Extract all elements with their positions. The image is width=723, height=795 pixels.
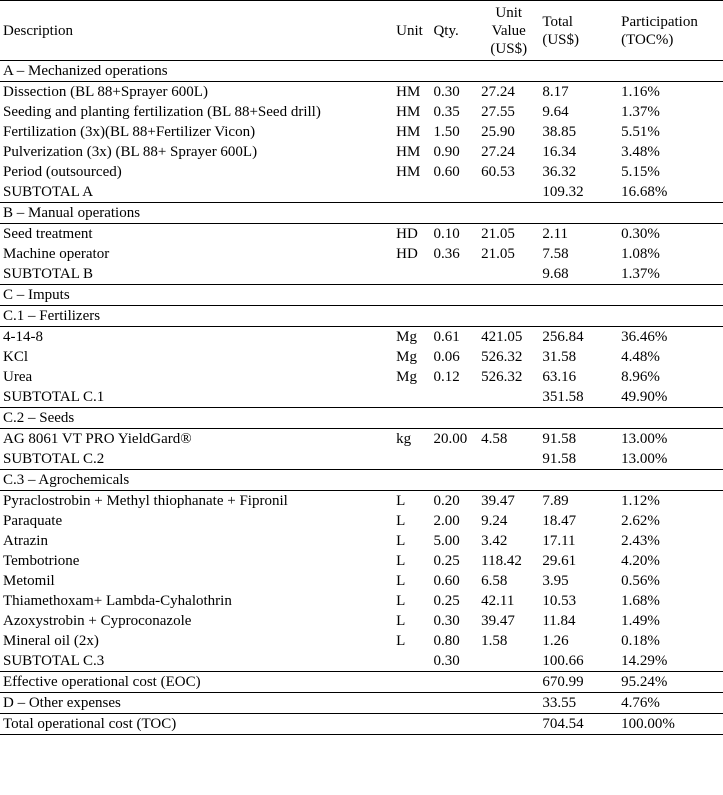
cell-qty: 0.60 <box>433 164 460 180</box>
cell-total: 18.47 <box>542 513 577 529</box>
header-unit: Unit <box>396 22 423 39</box>
cell-unit-value: 60.53 <box>481 164 515 180</box>
cell-total: 11.84 <box>542 613 576 629</box>
cell-unit: L <box>396 613 406 629</box>
cell-total: 8.17 <box>542 84 569 100</box>
table-row <box>0 122 723 142</box>
table-row <box>0 631 723 651</box>
table-row <box>0 571 723 591</box>
section-header-row <box>0 203 723 224</box>
cell-participation: 1.16% <box>621 84 660 100</box>
table-row <box>0 387 723 408</box>
cell-participation: 4.76% <box>621 695 660 711</box>
table-row <box>0 531 723 551</box>
total-row <box>0 714 723 735</box>
cell-participation: 2.43% <box>621 533 660 549</box>
table-header-row <box>0 1 723 61</box>
cell-participation: 13.00% <box>621 451 668 467</box>
header-qty: Qty. <box>433 22 459 39</box>
cell-participation: 0.56% <box>621 573 660 589</box>
table-row <box>0 224 723 245</box>
cell-description: SUBTOTAL C.1 <box>3 389 105 405</box>
section-header-row <box>0 306 723 327</box>
cell-qty: 5.00 <box>433 533 460 549</box>
cell-unit-value: 27.24 <box>481 144 515 160</box>
cell-unit: Mg <box>396 349 417 365</box>
cell-total: 3.95 <box>542 573 569 589</box>
cell-participation: 0.18% <box>621 633 660 649</box>
cell-unit-value: 526.32 <box>481 349 523 365</box>
cell-unit: L <box>396 553 406 569</box>
cell-unit: L <box>396 493 406 509</box>
cell-qty <box>430 449 478 470</box>
cell-total: 31.58 <box>542 349 577 365</box>
cell-unit-value: 27.24 <box>481 84 515 100</box>
cell-unit-value <box>478 651 539 672</box>
cell-description: Seed treatment <box>3 226 93 242</box>
cell-unit: Mg <box>396 329 417 345</box>
table-row <box>0 511 723 531</box>
cell-unit: Mg <box>396 369 417 385</box>
header-participation <box>618 1 723 61</box>
cell-unit: HM <box>396 104 421 120</box>
header-unit-value-line3: (US$) <box>490 40 528 57</box>
cell-qty: 0.36 <box>433 246 460 262</box>
cell-participation: 13.00% <box>621 431 668 447</box>
cell-description: Pulverization (3x) (BL 88+ Sprayer 600L) <box>3 144 258 160</box>
cell-unit <box>393 672 430 693</box>
header-unit-value-line2: Value <box>491 22 526 39</box>
cell-description: Pyraclostrobin + Methyl thiophanate + Fipronil <box>3 493 288 509</box>
cell-total: 109.32 <box>542 184 584 200</box>
cell-description: SUBTOTAL C.2 <box>3 451 105 467</box>
cell-unit-value: 39.47 <box>481 493 515 509</box>
cell-participation: 1.08% <box>621 246 660 262</box>
table-row <box>0 162 723 182</box>
cell-description: SUBTOTAL B <box>3 266 94 282</box>
cell-unit: HD <box>396 226 418 242</box>
cell-total: 17.11 <box>542 533 576 549</box>
cell-qty <box>430 182 478 203</box>
cell-participation: 5.51% <box>621 124 660 140</box>
cell-qty: 0.25 <box>433 553 460 569</box>
section-header-row <box>0 470 723 491</box>
table-row <box>0 182 723 203</box>
cell-unit-value: 27.55 <box>481 104 515 120</box>
cell-unit: HD <box>396 246 418 262</box>
cell-unit <box>393 449 430 470</box>
cell-description: Tembotrione <box>3 553 80 569</box>
cell-unit: HM <box>396 124 421 140</box>
cell-participation: 95.24% <box>621 674 668 690</box>
cell-unit-value <box>478 693 539 714</box>
cell-description: Azoxystrobin + Cyproconazole <box>3 613 192 629</box>
cell-unit: L <box>396 633 406 649</box>
section-header-row <box>0 285 723 306</box>
cell-qty: 0.30 <box>433 653 460 669</box>
cell-qty: 0.20 <box>433 493 460 509</box>
table-row <box>0 347 723 367</box>
total-row <box>0 693 723 714</box>
cell-description: Mineral oil (2x) <box>3 633 99 649</box>
cell-total: 7.58 <box>542 246 569 262</box>
cell-qty <box>430 714 478 735</box>
cell-unit-value: 118.42 <box>481 553 522 569</box>
cell-unit-value <box>478 672 539 693</box>
cell-total: 7.89 <box>542 493 569 509</box>
section-label: C – Imputs <box>3 287 70 303</box>
cell-description: Fertilization (3x)(BL 88+Fertilizer Vicon) <box>3 124 256 140</box>
cell-participation: 1.12% <box>621 493 660 509</box>
header-description: Description <box>3 22 73 39</box>
cell-total: 38.85 <box>542 124 577 140</box>
table-row <box>0 367 723 387</box>
cell-total: 670.99 <box>542 674 584 690</box>
cell-total: 256.84 <box>542 329 584 345</box>
cell-unit <box>393 651 430 672</box>
table-row <box>0 327 723 348</box>
cell-total: 10.53 <box>542 593 577 609</box>
cell-description: Machine operator <box>3 246 110 262</box>
cell-unit: L <box>396 513 406 529</box>
cell-qty <box>430 264 478 285</box>
cell-participation: 4.48% <box>621 349 660 365</box>
cell-description: Thiamethoxam+ Lambda-Cyhalothrin <box>3 593 232 609</box>
cell-qty <box>430 387 478 408</box>
cell-unit-value: 9.24 <box>481 513 508 529</box>
cell-total: 91.58 <box>542 431 577 447</box>
cell-participation: 14.29% <box>621 653 668 669</box>
header-unit-value-line1: Unit <box>495 4 523 21</box>
cell-description: Paraquate <box>3 513 63 529</box>
table-body <box>0 61 723 735</box>
header-total-line2: (US$) <box>542 31 580 48</box>
cell-qty: 0.61 <box>433 329 460 345</box>
cell-description: Atrazin <box>3 533 48 549</box>
cell-participation: 5.15% <box>621 164 660 180</box>
cell-participation: 49.90% <box>621 389 668 405</box>
cell-total: 33.55 <box>542 695 577 711</box>
table-row <box>0 264 723 285</box>
cell-unit: HM <box>396 84 421 100</box>
cell-unit <box>393 387 430 408</box>
cell-unit-value: 4.58 <box>481 431 508 447</box>
cell-unit: HM <box>396 144 421 160</box>
cell-unit <box>393 714 430 735</box>
section-header-row <box>0 408 723 429</box>
cell-qty: 2.00 <box>433 513 460 529</box>
cell-unit-value: 6.58 <box>481 573 508 589</box>
table-row <box>0 651 723 672</box>
cell-unit-value <box>478 714 539 735</box>
cell-unit-value <box>478 182 539 203</box>
cell-unit-value: 1.58 <box>481 633 508 649</box>
cell-description: AG 8061 VT PRO YieldGard® <box>3 431 192 447</box>
cell-description: 4-14-8 <box>3 329 43 345</box>
cell-total: 9.64 <box>542 104 569 120</box>
section-label: A – Mechanized operations <box>3 63 168 79</box>
cell-description: Urea <box>3 369 33 385</box>
cell-qty: 0.80 <box>433 633 460 649</box>
cell-participation: 1.68% <box>621 593 660 609</box>
cell-description: KCl <box>3 349 29 365</box>
cell-participation: 1.49% <box>621 613 660 629</box>
cell-unit-value: 21.05 <box>481 246 515 262</box>
cell-participation: 3.48% <box>621 144 660 160</box>
table-row <box>0 429 723 450</box>
cell-description: Effective operational cost (EOC) <box>3 674 201 690</box>
cell-total: 100.66 <box>542 653 584 669</box>
cell-qty <box>430 693 478 714</box>
cell-unit-value: 42.11 <box>481 593 515 609</box>
section-label: C.2 – Seeds <box>3 410 75 426</box>
cell-qty: 0.30 <box>433 84 460 100</box>
table-row <box>0 142 723 162</box>
cell-participation: 0.30% <box>621 226 660 242</box>
cell-description: SUBTOTAL A <box>3 184 94 200</box>
cell-unit <box>393 264 430 285</box>
cell-unit-value: 3.42 <box>481 533 508 549</box>
cell-qty: 0.90 <box>433 144 460 160</box>
cell-unit <box>393 182 430 203</box>
cell-unit-value: 21.05 <box>481 226 515 242</box>
cell-unit-value: 421.05 <box>481 329 523 345</box>
cell-qty: 0.10 <box>433 226 460 242</box>
header-total-line1: Total <box>542 13 573 30</box>
cell-qty: 0.25 <box>433 593 460 609</box>
table-row <box>0 449 723 470</box>
cell-description: Seeding and planting fertilization (BL 88+Seed drill) <box>3 104 321 120</box>
cell-total: 1.26 <box>542 633 569 649</box>
cell-total: 16.34 <box>542 144 577 160</box>
table-row <box>0 491 723 512</box>
header-participation-line2: (TOC%) <box>621 31 674 48</box>
table-row <box>0 591 723 611</box>
cell-unit-value: 25.90 <box>481 124 515 140</box>
cell-total: 351.58 <box>542 389 584 405</box>
cell-unit-value: 526.32 <box>481 369 523 385</box>
cell-participation: 4.20% <box>621 553 660 569</box>
cell-unit <box>393 693 430 714</box>
cell-unit: L <box>396 533 406 549</box>
table-row <box>0 244 723 264</box>
cell-description: Total operational cost (TOC) <box>3 716 177 732</box>
header-unit-value <box>478 1 539 61</box>
cell-total: 91.58 <box>542 451 577 467</box>
cell-unit-value <box>478 387 539 408</box>
cell-total: 704.54 <box>542 716 584 732</box>
cell-description: Dissection (BL 88+Sprayer 600L) <box>3 84 208 100</box>
cell-qty: 0.60 <box>433 573 460 589</box>
cell-unit: HM <box>396 164 421 180</box>
header-total <box>539 1 618 61</box>
cell-qty: 0.06 <box>433 349 460 365</box>
cell-total: 9.68 <box>542 266 569 282</box>
cell-description: SUBTOTAL C.3 <box>3 653 105 669</box>
cell-unit: L <box>396 573 406 589</box>
cell-total: 63.16 <box>542 369 577 385</box>
total-row <box>0 672 723 693</box>
cell-participation: 36.46% <box>621 329 668 345</box>
cell-unit-value <box>478 449 539 470</box>
cell-qty <box>430 672 478 693</box>
section-label: C.3 – Agrochemicals <box>3 472 130 488</box>
cell-qty: 20.00 <box>433 431 468 447</box>
cell-unit: L <box>396 593 406 609</box>
section-header-row <box>0 61 723 82</box>
cell-participation: 1.37% <box>621 266 660 282</box>
table-row <box>0 82 723 103</box>
section-label: B – Manual operations <box>3 205 141 221</box>
table-row <box>0 611 723 631</box>
table-row <box>0 102 723 122</box>
cell-total: 2.11 <box>542 226 569 242</box>
cell-total: 36.32 <box>542 164 577 180</box>
cell-total: 29.61 <box>542 553 577 569</box>
cell-participation: 100.00% <box>621 716 675 732</box>
cell-participation: 8.96% <box>621 369 660 385</box>
cell-unit-value: 39.47 <box>481 613 515 629</box>
cell-participation: 2.62% <box>621 513 660 529</box>
cell-description: Period (outsourced) <box>3 164 122 180</box>
cell-qty: 0.12 <box>433 369 460 385</box>
header-participation-line1: Participation <box>621 13 698 30</box>
section-label: C.1 – Fertilizers <box>3 308 101 324</box>
cell-qty: 0.30 <box>433 613 460 629</box>
cell-participation: 1.37% <box>621 104 660 120</box>
table-row <box>0 551 723 571</box>
cell-qty: 1.50 <box>433 124 460 140</box>
cell-qty: 0.35 <box>433 104 460 120</box>
cell-description: D – Other expenses <box>3 695 121 711</box>
cell-unit: kg <box>396 431 412 447</box>
cell-participation: 16.68% <box>621 184 668 200</box>
cell-description: Metomil <box>3 573 55 589</box>
cell-unit-value <box>478 264 539 285</box>
